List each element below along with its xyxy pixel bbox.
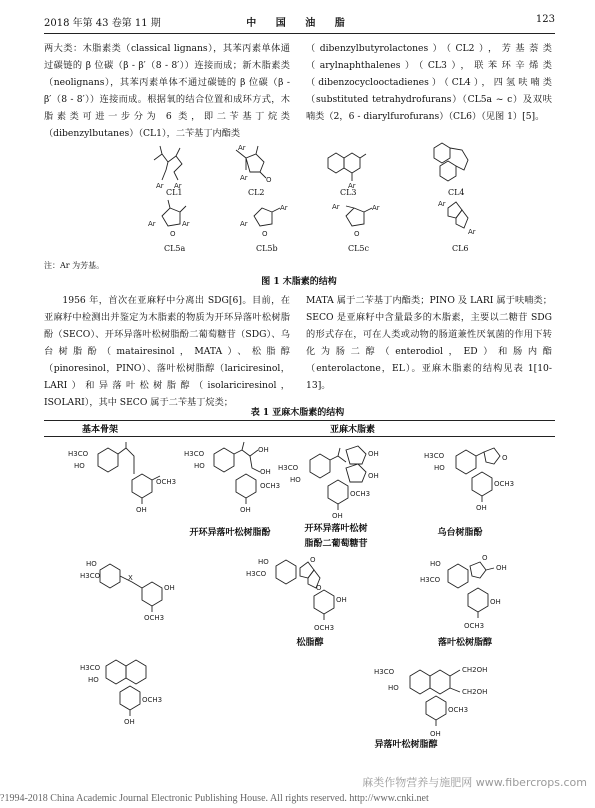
sdg-oh-2: OH [368,472,379,480]
table-col-lignans: 亚麻木脂素 [330,425,376,435]
cl5c-ar-1: Ar [332,203,340,211]
sk1-oh: OH [136,506,147,514]
table-col-skeleton: 基本骨架 [82,425,119,435]
mata-o: O [502,454,508,462]
name-lari: 落叶松树脂醇 [437,638,492,648]
figure-1-structures [44,136,554,256]
seco-oh-1: OH [258,446,269,454]
sdg-och3: OCH3 [350,490,371,498]
name-isolari: 异落叶松树脂醇 [374,740,438,750]
sk2-och3: OCH3 [144,614,165,622]
structure-cl5c [332,203,380,238]
structure-cl1 [154,146,182,190]
mata-och3: OCH3 [494,480,515,488]
sk3-och3: OCH3 [142,696,163,704]
body-paragraph-1-right: （dibenzylbutyrolactones）（CL2），芳基萘类（arylnaphthalenes）（CL3），联苯环辛烯类（dibenzocyclooctadienes）（CL4），四氢呋喃类（substituted tetrahydrofurans）（CL5a ~ c）及双呋喃类（2，6 - diarylfurofurans）（CL6）（见图 1）[5]。 [306,43,552,122]
sdg-oh-3: OH [332,512,343,520]
cl5c-o: O [354,230,360,238]
sk1-h3co: H3CO [68,450,89,458]
cl1-ar-1: Ar [156,182,164,190]
pino-h3co: H3CO [246,570,267,578]
sk2-oh: OH [164,584,175,592]
structure-cl5a [148,200,190,238]
cl5a-ar-2: Ar [182,220,190,228]
isolari-oh: OH [430,730,441,738]
lari-h3co: H3CO [420,576,441,584]
body-paragraph-2-left: 1956 年，首次在亚麻籽中分离出 SDG[6]。目前，在亚麻籽中检测出并鉴定为木脂素的物质为开环异落叶松树脂酚（SECO）、开环异落叶松树脂酚二葡萄糖苷（SDG）、乌台树脂酚（matairesinol，MATA）、松脂醇（pinoresinol，PINO）、落叶松树脂醇（lariciresinol，LARI）和异落叶松树脂醇（isolariciresinol，ISOLARI），其中 SECO 属于二苄基丁烷类； [44,295,290,408]
sdg-ho: HO [290,476,301,484]
cl5a-o: O [170,230,176,238]
structure-lari [420,554,507,630]
mata-ho: HO [434,464,445,472]
label-cl5b: CL5b [256,244,278,253]
isolari-ch2oh-2: CH2OH [462,688,488,696]
cl1-ar-2: Ar [174,182,182,190]
pino-o-1: O [310,556,316,564]
watermark: 麻类作物营养与施肥网 www.fibercrops.com [362,776,587,789]
pino-o-2: O [316,584,322,592]
label-cl3: CL3 [340,188,357,197]
sk1-och3: OCH3 [156,478,177,486]
structure-pino [246,556,347,632]
seco-oh-3: OH [240,506,251,514]
sk3-ho: HO [88,676,99,684]
structure-sdg [278,446,379,520]
isolari-h3co: H3CO [374,668,395,676]
skeleton-furan [80,560,175,622]
sdg-oh-1: OH [368,450,379,458]
copyright-line: ?1994-2018 China Academic Journal Electronic Publishing House. All rights reserved. http://www.cnki.net [0,793,429,804]
label-cl1: CL1 [166,188,183,197]
cl5b-ar-1: Ar [240,220,248,228]
cl2-ar-1: Ar [240,174,248,182]
sdg-h3co: H3CO [278,464,299,472]
cl5a-ar-1: Ar [148,220,156,228]
label-cl5c: CL5c [348,244,370,253]
skeleton-aryltetralin [80,660,162,726]
running-header [44,14,555,30]
table-header-rule [44,436,555,437]
lari-och3: OCH3 [464,622,485,630]
lari-ho: HO [430,560,441,568]
structure-mata [424,448,514,512]
figure-1 [44,136,554,288]
isolari-ho: HO [388,684,399,692]
cl6-ar-1: Ar [438,200,446,208]
journal-title: 中 国 油 脂 [246,18,353,29]
cl2-ar-2: Ar [238,144,246,152]
pino-oh: OH [336,596,347,604]
table-1-structures [44,440,554,770]
sk3-oh: OH [124,718,135,726]
body-paragraph-2-right: MATA 属于二苄基丁内酯类；PINO 及 LARI 属于呋喃类；SECO 是亚麻籽中含量最多的木脂素，主要以二糖苷 SDG 的形式存在，可在人类或动物的肠道兼性厌氧菌的作用下转化为肠二醇（enterodiol，ED）和肠内酯（enterolactone，EL）。亚麻木脂素的结构见表 1[10-13]。 [306,295,552,391]
issue-info: 2018 年第 43 卷第 11 期 [44,18,161,29]
page-number: 123 [535,14,555,25]
structure-cl3 [328,153,366,190]
name-seco: 开环异落叶松树脂酚 [189,528,271,538]
sk2-x: X [128,574,133,582]
page-footer [0,786,595,808]
cl5c-ar-2: Ar [372,204,380,212]
label-cl2: CL2 [248,188,265,197]
name-sdg-line1: 开环异落叶松树 [304,524,368,534]
name-sdg-line2: 脂酚二葡萄糖苷 [304,539,368,549]
structure-cl5b [240,204,288,238]
lari-o: O [482,554,488,562]
label-cl6: CL6 [452,244,469,253]
pino-ho: HO [258,558,269,566]
structure-cl2 [236,144,272,184]
label-cl5a: CL5a [164,244,186,253]
lari-oh-1: OH [496,564,507,572]
structure-cl6 [438,200,476,236]
mata-oh: OH [476,504,487,512]
cl3-ar: Ar [348,182,356,190]
pino-och3: OCH3 [314,624,335,632]
seco-oh-2: OH [260,468,271,476]
sk2-ho: HO [86,560,97,568]
cl5b-ar-2: Ar [280,204,288,212]
seco-h3co: H3CO [184,450,205,458]
cl2-o: O [266,176,272,184]
mata-h3co: H3CO [424,452,445,460]
sk2-h3co: H3CO [80,572,101,580]
isolari-ch2oh-1: CH2OH [462,666,488,674]
structure-cl4 [434,143,468,181]
cl5b-o: O [262,230,268,238]
name-pino: 松脂醇 [296,638,324,648]
cl6-ar-2: Ar [468,228,476,236]
structure-seco [184,442,280,514]
seco-ho: HO [194,462,205,470]
body-paragraph-1-left: 两大类：木脂素类（classical lignans），其苯丙素单体通过碳链的 β 位碳（β - β′（8 - 8′））连接而成；新木脂素类（neolignans），其苯丙素单体不通过碳链的 β 位碳（β - β′（8 - 8′））连接而成。根据氧的结合位置和成环方式，木脂素类可进一步分为 6 类，即二苄基丁烷类（dibenzylbutanes）（CL1），二苄基丁内酯类 [44,43,290,139]
sk3-h3co: H3CO [80,664,101,672]
isolari-och3: OCH3 [448,706,469,714]
sk1-ho: HO [74,462,85,470]
header-rule [44,33,555,34]
name-mata: 乌台树脂酚 [437,528,483,538]
table-top-rule [44,420,555,421]
figure-1-caption: 图 1 木脂素的结构 [261,277,337,287]
figure-note: 注：Ar 为芳基。 [44,261,105,270]
table-1-caption: 表 1 亚麻木脂素的结构 [250,408,345,418]
lari-oh-2: OH [490,598,501,606]
structure-isolari [374,666,487,738]
seco-och3: OCH3 [260,482,281,490]
label-cl4: CL4 [448,188,465,197]
skeleton-dibenzylbutane [68,442,176,514]
